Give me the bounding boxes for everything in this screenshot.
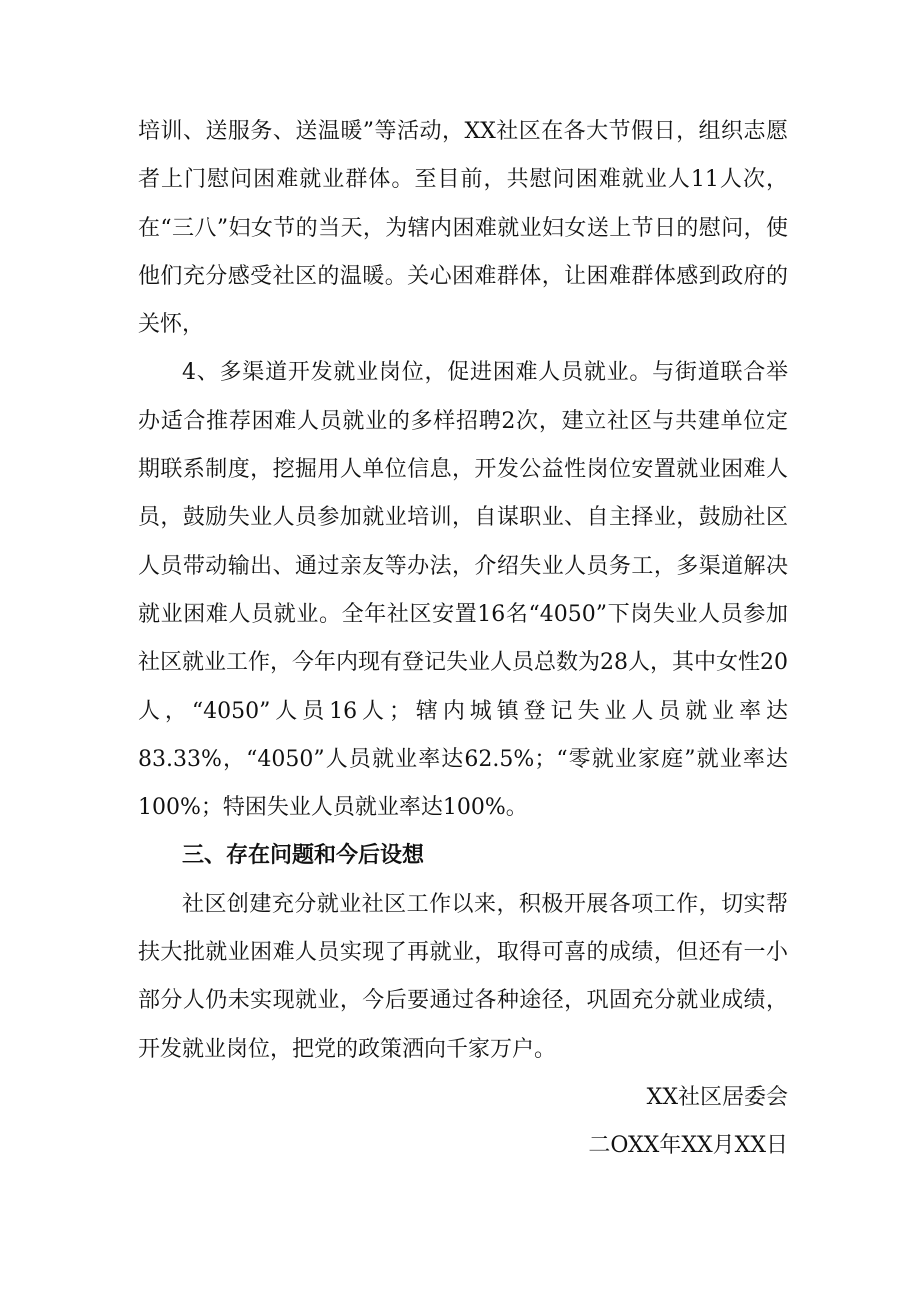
paragraph-closing: 社区创建充分就业社区工作以来，积极开展各项工作，切实帮扶大批就业困难人员实现了再就业，取得可喜的成绩，但还有一小部分人仍未实现就业，今后要通过各种途径，巩固充分就业成绩，开发就业岗位，把党的政策洒向千家万户。 [138,891,788,1062]
document-date: 二OXX年XX月XX日 [588,1133,788,1159]
paragraph-activities: 培训、送服务、送温暖”等活动，XX社区在各大节假日，组织志愿者上门慰问困难就业群体。至目前，共慰问困难就业人11人次，在“三八”妇女节的当天，为辖内困难就业妇女送上节日的慰问，使他们充分感受社区的温暖。关心困难群体，让困难群体感到政府的关怀， [138,119,788,338]
signature: XX社区居委会 [646,1084,788,1110]
section-heading: 三、存在问题和今后设想 [182,843,425,869]
paragraph-employment-channels: 4、多渠道开发就业岗位，促进困难人员就业。与街道联合举办适合推荐困难人员就业的多样招聘2次，建立社区与共建单位定期联系制度，挖掘用人单位信息，开发公益性岗位安置就业困难人员，鼓励失业人员参加就业培训，自谋职业、自主择业，鼓励社区人员带动输出、通过亲友等办法，介绍失业人员务工，多渠道解决就业困难人员就业。全年社区安置16名“4050”下岗失业人员参加社区就业工作，今年内现有登记失业人员总数为28人，其中女性20人，“4050”人员16人；辖内城镇登记失业人员就业率达83.33%，“4050”人员就业率达62.5%；“零就业家庭”就业率达100%；特困失业人员就业率达100%。 [138,360,788,821]
